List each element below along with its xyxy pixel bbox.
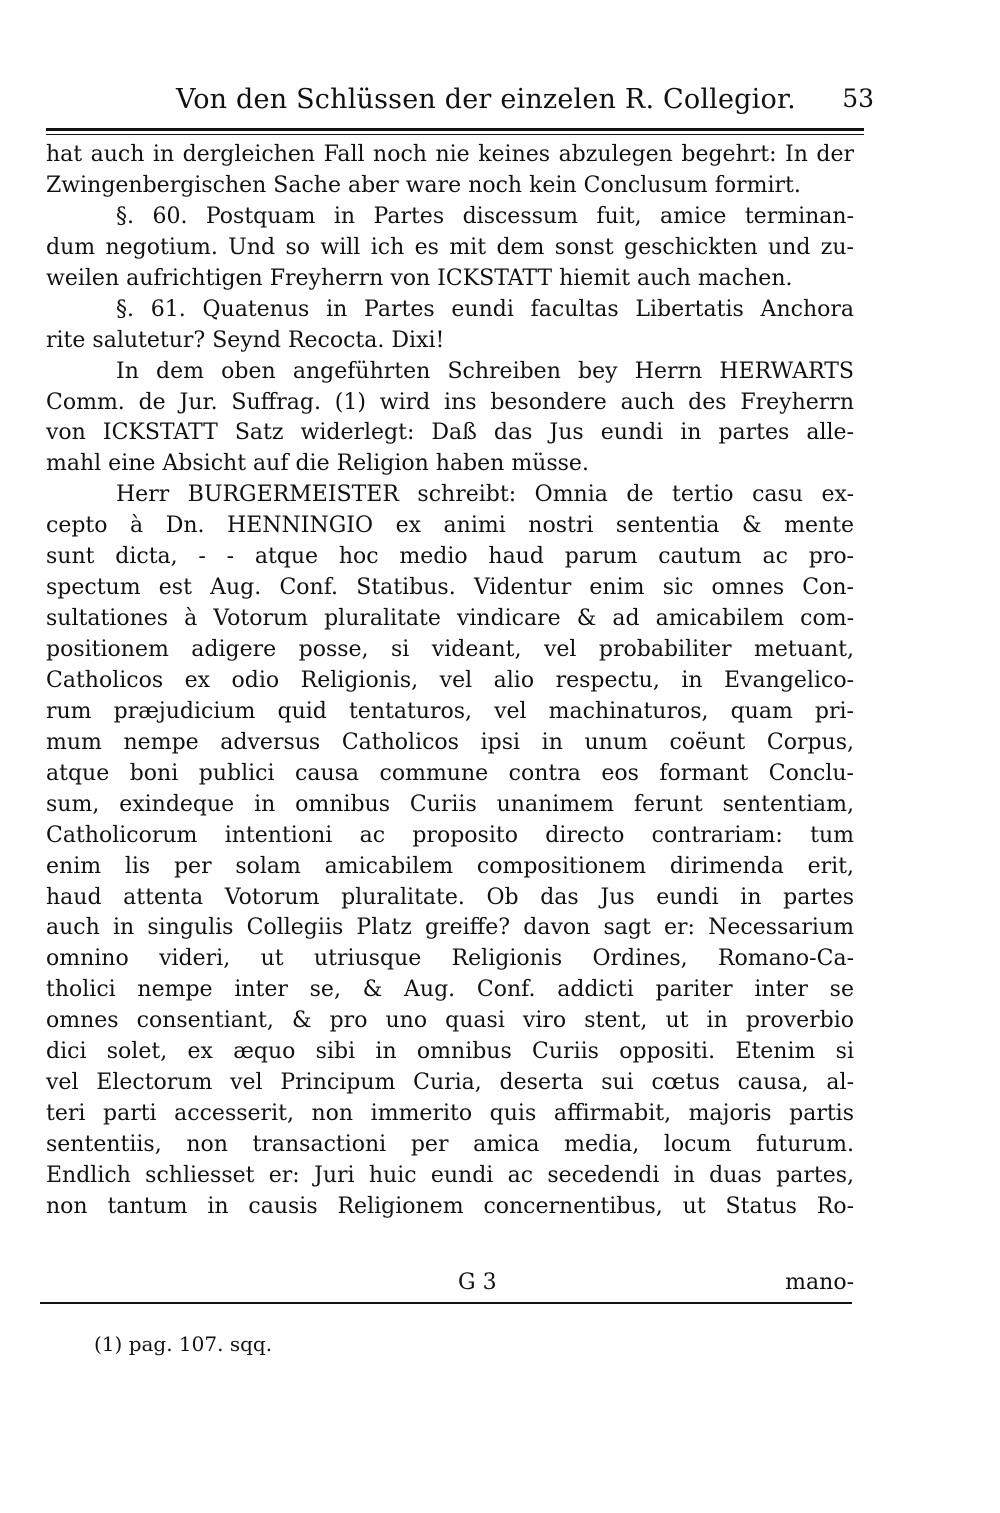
text-line: Herr BURGERMEISTER schreibt: Omnia de tertio casu ex-: [116, 482, 854, 508]
body-text: [46, 140, 854, 1223]
text-line: auch in singulis Collegiis Platz greiffe? davon sagt er: Necessarium: [46, 915, 854, 941]
text-line: vel Electorum vel Principum Curia, deserta sui cœtus causa, al-: [46, 1070, 854, 1096]
text-line: rum præjudicium quid tentaturos, vel machinaturos, quam pri-: [46, 698, 854, 724]
text-line: Catholicos ex odio Religionis, vel alio respectu, in Evangelico-: [46, 667, 854, 693]
text-line: sultationes à Votorum pluralitate vindicare & ad amicabilem com-: [46, 606, 854, 632]
header-rule: [46, 128, 864, 131]
running-header: [46, 76, 874, 122]
text-line: dici solet, ex æquo sibi in omnibus Curiis oppositi. Etenim si: [46, 1039, 854, 1065]
text-line: cepto à Dn. HENNINGIO ex animi nostri sententia & mente: [46, 513, 854, 539]
text-line: sum, exindeque in omnibus Curiis unanimem ferunt sententiam,: [46, 791, 854, 817]
footnote-rule: [40, 1302, 852, 1304]
text-line: positionem adigere posse, si videant, vel probabiliter metuant,: [46, 637, 854, 662]
text-line: spectum est Aug. Conf. Statibus. Videntur enim sic omnes Con-: [46, 575, 854, 601]
text-line: Comm. de Jur. Suffrag. (1) wird ins besondere auch des Freyherrn: [46, 389, 854, 415]
text-line: tholici nempe inter se, & Aug. Conf. addicti pariter inter se: [46, 977, 854, 1003]
text-line: sunt dicta, - - atque hoc medio haud parum cautum ac pro-: [46, 544, 854, 570]
text-line: omnes consentiant, & pro uno quasi viro stent, ut in proverbio: [46, 1008, 854, 1034]
text-line: rite salutetur? Seynd Recocta. Dixi!: [46, 327, 445, 353]
text-line: teri parti accesserit, non immerito quis affirmabit, majoris partis: [46, 1101, 854, 1127]
text-line: §. 60. Postquam in Partes discessum fuit, amice terminan-: [116, 203, 854, 229]
text-line: mum nempe adversus Catholicos ipsi in unum coëunt Corpus,: [46, 729, 854, 755]
text-line: sententiis, non transactioni per amica media, locum futurum.: [46, 1132, 854, 1157]
text-line: atque boni publici causa commune contra eos formant Conclu-: [46, 760, 854, 786]
text-line: mahl eine Absicht auf die Religion haben müsse.: [46, 451, 589, 477]
text-line: haud attenta Votorum pluralitate. Ob das Jus eundi in partes: [46, 884, 854, 910]
text-line: enim lis per solam amicabilem compositionem dirimenda erit,: [46, 853, 854, 879]
running-title: Von den Schlüssen der einzelen R. Collegior.: [176, 84, 796, 115]
text-line: omnino videri, ut utriusque Religionis Ordines, Romano-Ca-: [46, 946, 854, 972]
text-line: dum negotium. Und so will ich es mit dem sonst geschickten und zu-: [46, 234, 854, 260]
signature-line: [46, 1268, 854, 1300]
text-line: non tantum in causis Religionem concernentibus, ut Status Ro-: [46, 1193, 854, 1219]
text-line: §. 61. Quatenus in Partes eundi facultas Libertatis Anchora: [116, 296, 854, 322]
text-line: weilen aufrichtigen Freyherrn von ICKSTATT hiemit auch machen.: [46, 265, 793, 291]
text-line: Catholicorum intentioni ac proposito directo contrariam: tum: [46, 822, 854, 848]
page-number: 53: [842, 84, 874, 113]
text-line: In dem oben angeführten Schreiben bey Herrn HERWARTS: [116, 358, 854, 384]
catchword: mano-: [785, 1270, 854, 1295]
signature-mark: G 3: [458, 1270, 497, 1295]
text-line: hat auch in dergleichen Fall noch nie keines abzulegen begehrt: In der: [46, 142, 854, 167]
text-line: Endlich schliesset er: Juri huic eundi ac secedendi in duas partes,: [46, 1162, 854, 1188]
text-line: Zwingenbergischen Sache aber ware noch kein Conclusum formirt.: [46, 172, 801, 198]
footnote: (1) pag. 107. sqq.: [94, 1332, 273, 1356]
header-rule-thin: [46, 134, 864, 135]
text-line: von ICKSTATT Satz widerlegt: Daß das Jus eundi in partes alle-: [46, 420, 854, 446]
